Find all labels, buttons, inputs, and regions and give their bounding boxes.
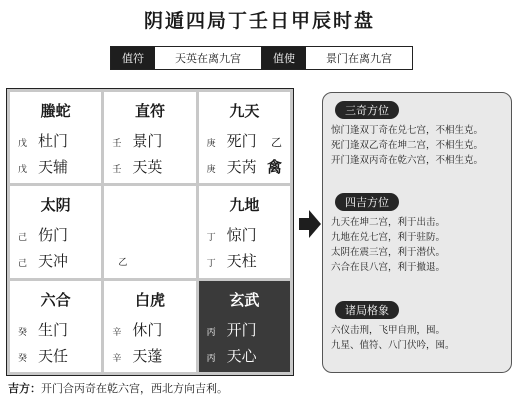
stem: 丙	[206, 353, 216, 364]
star: 天辅	[38, 158, 69, 176]
sanqi-heading: 三奇方位	[335, 101, 399, 119]
stem: 己	[18, 233, 28, 244]
door: 休门	[132, 320, 163, 339]
palace-zhen	[10, 186, 101, 277]
door: 开门	[226, 320, 257, 339]
star: 天柱	[226, 252, 257, 271]
palace-god: 白虎	[134, 290, 165, 309]
palace-god: 太阴	[40, 196, 71, 215]
star: 天蓬	[132, 346, 163, 365]
palace-gen	[10, 281, 101, 372]
center-stem: 乙	[118, 257, 128, 268]
auspicious-direction	[8, 380, 228, 396]
palace-xun	[10, 92, 101, 183]
door: 杜门	[38, 132, 69, 150]
palace-kan	[104, 281, 195, 372]
star-row	[207, 345, 286, 366]
palace-god: 玄武	[229, 290, 260, 309]
sanqi-line: 死门逢双乙奇在坤二宫，不相生克。	[331, 140, 484, 151]
stem: 戊	[18, 139, 28, 149]
stem: 丁	[206, 233, 216, 244]
star: 天冲	[38, 252, 69, 271]
star-row	[112, 345, 191, 366]
door: 死门	[226, 132, 257, 150]
stem: 戊	[18, 165, 28, 175]
door: 伤门	[38, 226, 69, 245]
door-row	[18, 319, 97, 340]
door-row	[207, 319, 286, 340]
palace-center	[104, 186, 195, 277]
footer-text: 开门合丙奇在乾六宫，西北方向吉利。	[41, 382, 228, 395]
sanqi-line: 惊门逢双丁奇在兑七宫，不相生克。	[331, 125, 484, 136]
stem: 丁	[206, 259, 216, 270]
stem: 庚	[206, 139, 216, 149]
siji-line: 六合在艮八宫，利于撤退。	[331, 262, 446, 273]
star: 天英	[132, 158, 163, 176]
star-row	[207, 156, 286, 177]
door-row	[18, 224, 97, 245]
door-row	[207, 130, 286, 151]
sanqi-list	[331, 123, 509, 168]
door: 生门	[38, 320, 69, 339]
zhifu-label: 值符	[111, 47, 155, 69]
palace-god: 直符	[134, 102, 165, 120]
stem: 辛	[112, 353, 122, 364]
star-row	[18, 345, 97, 366]
geju-line: 六仪击刑，飞甲自刑，囤。	[331, 325, 446, 336]
arrow-right-icon	[299, 210, 321, 238]
palace-god: 螣蛇	[40, 102, 71, 120]
door-row	[18, 130, 97, 151]
palace-god: 九地	[229, 196, 260, 215]
chart-title: 阴遁四局丁壬日甲辰时盘	[143, 10, 375, 32]
star-row	[112, 156, 191, 177]
door: 景门	[132, 132, 163, 150]
door-row	[207, 224, 286, 245]
sanqi-line: 开门逢双丙奇在乾六宫，不相生克。	[331, 155, 484, 166]
star: 天任	[38, 346, 69, 365]
stem: 癸	[18, 353, 28, 364]
palace-kun	[199, 92, 290, 183]
stem: 癸	[18, 327, 28, 338]
extra-stem: 乙	[271, 136, 282, 149]
siji-line: 九地在兑七宫，利于驻防。	[331, 232, 446, 243]
star: 天芮	[226, 158, 257, 176]
door: 惊门	[226, 226, 257, 245]
siji-line: 太阴在震三宫，利于潜伏。	[331, 247, 446, 258]
star-row	[207, 250, 286, 271]
siji-line: 九天在坤二宫，利于出击。	[331, 217, 446, 228]
siji-list	[331, 215, 509, 275]
extra-star: 禽	[266, 158, 282, 176]
palace-god: 九天	[229, 102, 260, 120]
geju-heading: 诸局格象	[335, 301, 399, 319]
palace-god: 六合	[40, 290, 71, 309]
door-row	[112, 319, 191, 340]
analysis-panel	[322, 92, 512, 373]
palace-li	[104, 92, 195, 183]
footer-label: 吉方：	[8, 382, 41, 395]
zhifu-value: 天英在离九宫	[155, 47, 262, 69]
star-row	[18, 156, 97, 177]
siji-heading: 四吉方位	[335, 193, 399, 211]
zhishi-label: 值使	[262, 47, 306, 69]
palace-dui	[199, 186, 290, 277]
star-row	[18, 250, 97, 271]
stem: 辛	[112, 327, 122, 338]
geju-line: 九星、值符、八门伏吟，囤。	[331, 340, 455, 351]
door-row	[112, 130, 191, 151]
stem: 丙	[206, 327, 216, 338]
geju-list	[331, 323, 509, 353]
zhishi-value: 景门在离九宫	[326, 52, 392, 65]
stem: 壬	[112, 139, 122, 149]
stem: 己	[18, 259, 28, 270]
stem: 壬	[112, 165, 122, 175]
palace-grid	[6, 88, 294, 376]
stem: 庚	[206, 165, 216, 175]
star: 天心	[226, 346, 257, 365]
zhifu-zhishi-bar	[110, 46, 413, 70]
palace-qian	[199, 281, 290, 372]
